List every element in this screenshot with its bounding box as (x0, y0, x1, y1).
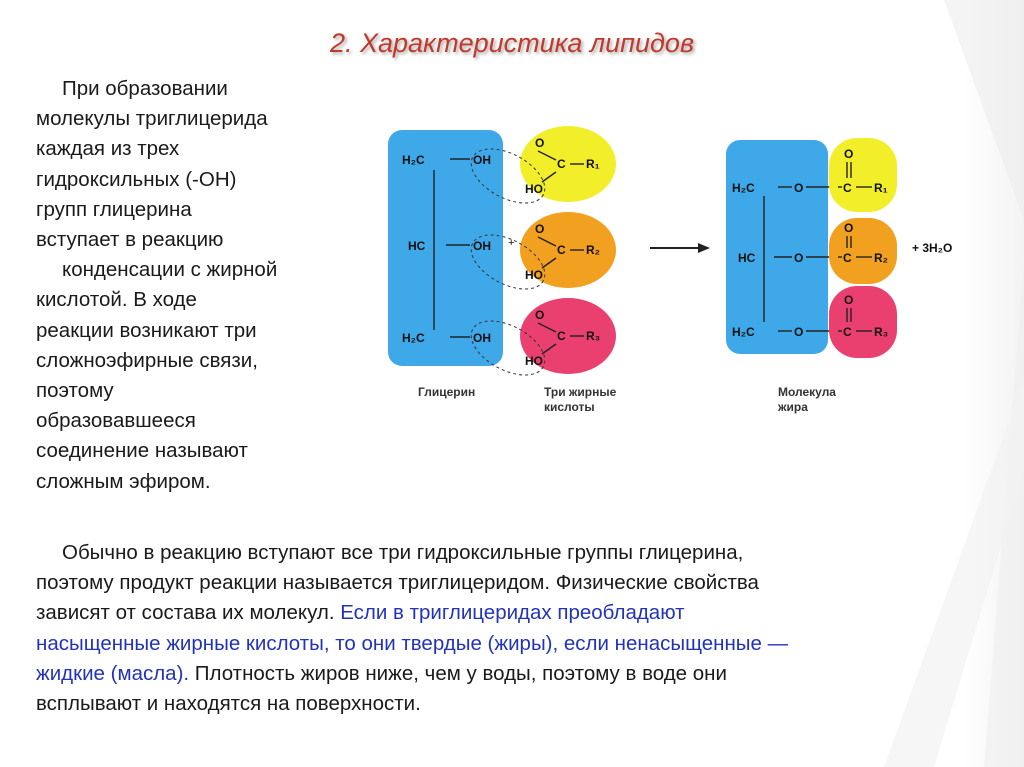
svg-text:O: O (844, 293, 854, 307)
intro-line: гидроксильных (-OH) (36, 167, 237, 191)
svg-text:R₂: R₂ (874, 251, 888, 265)
summary-line: всплывают и находятся на поверхности. (36, 692, 421, 716)
slide-title: 2. Характеристика липидов (329, 28, 695, 58)
highlighted-text: насыщенные жирные кислоты, то они твердые (жиры), если ненасыщенные — (36, 631, 789, 655)
svg-text:H₂C: H₂C (732, 325, 755, 339)
intro-line: групп глицерина (36, 197, 192, 221)
highlighted-text: жидкие (масла). (36, 661, 190, 685)
fat-glycerol-block (726, 140, 828, 354)
intro-line: каждая из трех (36, 137, 180, 161)
svg-text:C: C (557, 157, 566, 171)
intro-line: При образовании (62, 77, 228, 100)
intro-paragraph (36, 74, 336, 497)
summary-line (36, 659, 996, 689)
svg-text:O: O (794, 251, 804, 265)
intro-line: молекулы триглицерида (36, 107, 268, 131)
highlighted-text: Если в триглицеридах преобладают (340, 601, 685, 625)
svg-text:HO: HO (525, 182, 543, 196)
intro-line: образовавшееся (36, 409, 196, 433)
svg-text:HO: HO (525, 354, 543, 368)
label-fat-line2: жира (778, 400, 808, 414)
plus-sign: + (508, 237, 515, 249)
summary-paragraph (36, 538, 996, 719)
intro-line: реакции возникают три (36, 318, 257, 342)
svg-text:R₃: R₃ (586, 329, 601, 343)
svg-text:C: C (843, 181, 852, 195)
reaction-arrowhead (698, 243, 710, 253)
label-glycerol: Глицерин (418, 385, 476, 399)
svg-text:O: O (535, 222, 545, 236)
svg-text:H₂C: H₂C (732, 181, 755, 195)
svg-text:O: O (844, 221, 854, 235)
intro-line: сложноэфирные связи, (36, 348, 258, 372)
summary-line: поэтому продукт реакции называется триглицеридом. Физические свойства (36, 571, 759, 595)
glycerol-ch: HC (408, 239, 426, 253)
svg-text:R₂: R₂ (586, 243, 600, 257)
svg-text:HO: HO (525, 268, 543, 282)
svg-text:C: C (557, 329, 566, 343)
svg-text:C: C (843, 251, 852, 265)
label-acids-line1: Три жирные (544, 385, 617, 399)
svg-text:O: O (844, 147, 854, 161)
fat-acid-1 (829, 138, 897, 212)
svg-text:HC: HC (738, 251, 756, 265)
svg-text:C: C (843, 325, 852, 339)
intro-line: сложным эфиром. (36, 469, 211, 493)
svg-text:R₃: R₃ (874, 325, 889, 339)
hydroxyl-2: OH (473, 239, 491, 253)
intro-line: поэтому (36, 379, 114, 403)
hydroxyl-1: OH (473, 153, 491, 167)
hydroxyl-3: OH (473, 331, 491, 345)
glycerol-ch2-top: H₂C (402, 153, 425, 167)
summary-text: зависят от состава их молекул. (36, 601, 341, 625)
svg-text:O: O (794, 325, 804, 339)
intro-line: соединение называют (36, 439, 248, 463)
svg-text:O: O (535, 136, 545, 150)
intro-line: конденсации с жирной (62, 258, 278, 282)
svg-text:O: O (535, 308, 545, 322)
label-acids-line2: кислоты (544, 400, 595, 414)
label-fat-line1: Молекула (778, 385, 836, 399)
svg-text:R₁: R₁ (874, 181, 888, 195)
glycerol-ch2-bottom: H₂C (402, 331, 425, 345)
svg-text:R₁: R₁ (586, 157, 600, 171)
intro-line: вступает в реакцию (36, 228, 224, 252)
intro-line: кислотой. В ходе (36, 288, 197, 312)
triglyceride-reaction-diagram (380, 120, 1000, 420)
water-product: + 3H₂O (912, 241, 953, 255)
summary-line (36, 598, 996, 628)
summary-text: Плотность жиров ниже, чем у воды, поэтому в воде они (189, 661, 727, 685)
svg-text:O: O (794, 181, 804, 195)
svg-text:C: C (557, 243, 566, 257)
summary-line: Обычно в реакцию вступают все три гидроксильные группы глицерина, (62, 541, 744, 564)
fat-acid-3 (829, 286, 897, 358)
